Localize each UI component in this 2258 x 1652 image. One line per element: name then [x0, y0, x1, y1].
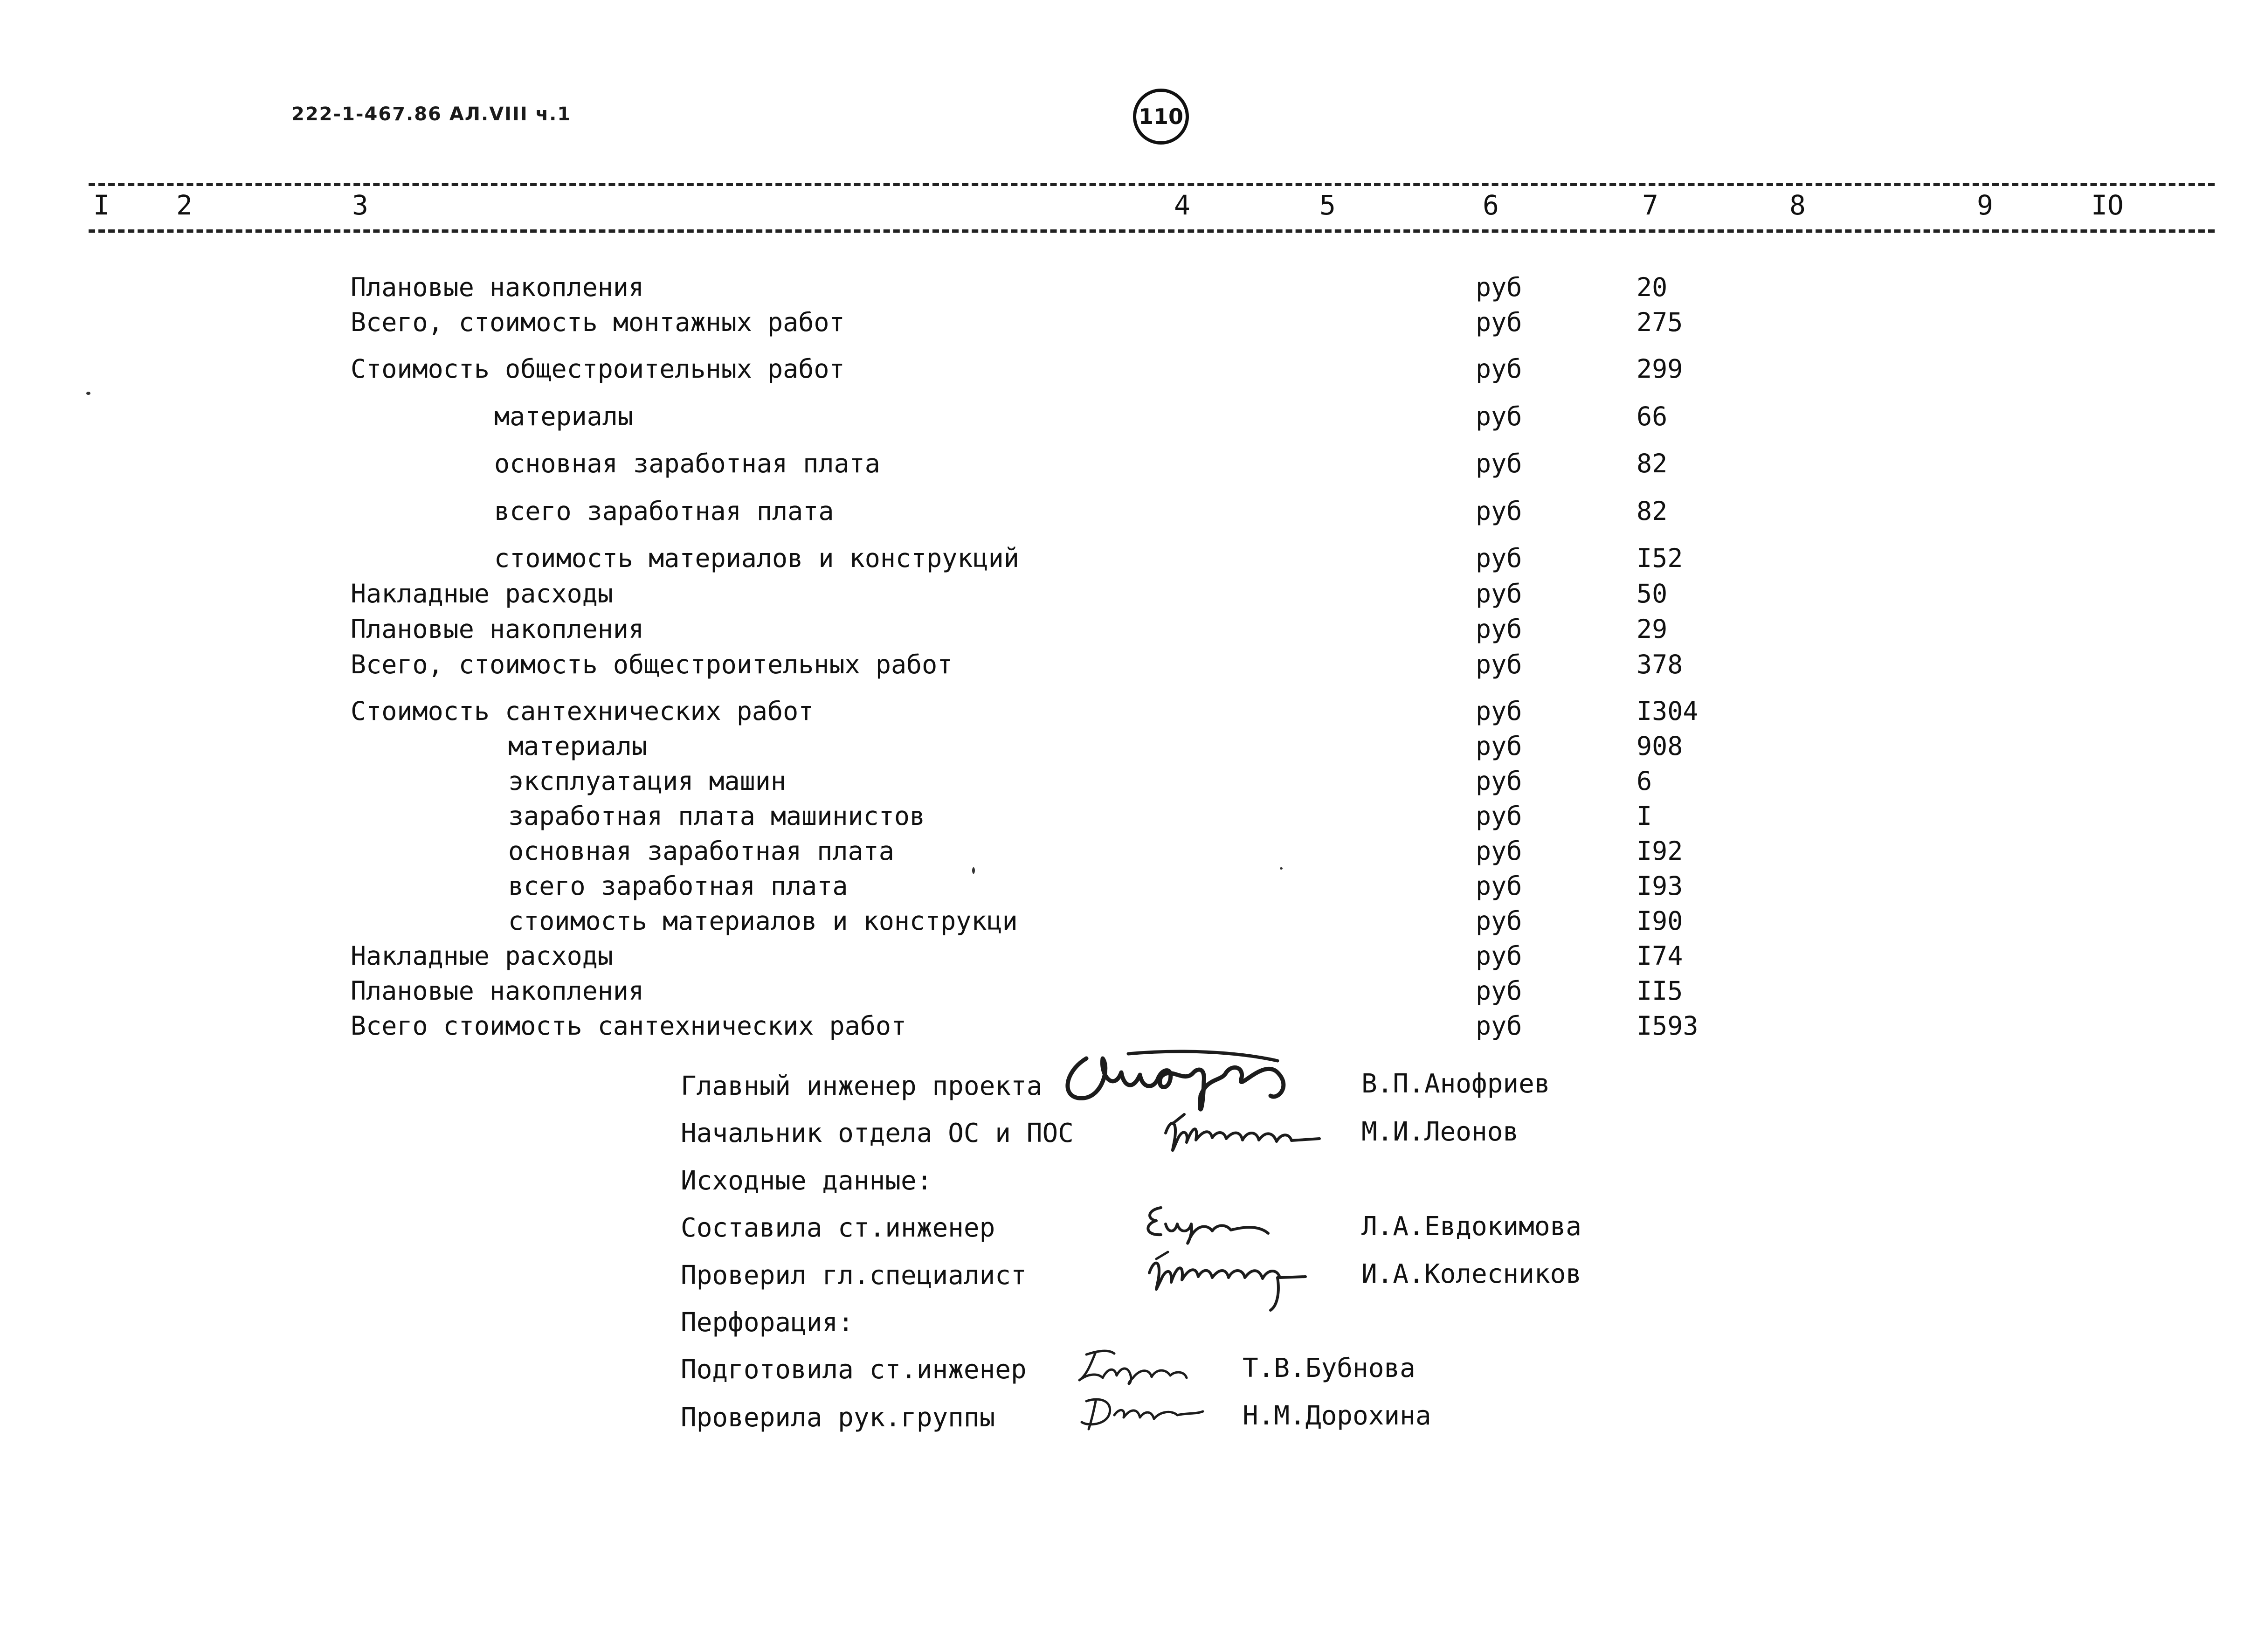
column-header-10: IO: [2091, 189, 2124, 221]
row-value: 50: [1637, 579, 1668, 608]
prepared-by-signature: [1068, 1341, 1222, 1392]
row-unit: руб: [1476, 579, 1522, 608]
row-label: материалы: [494, 401, 634, 431]
document-code: 222-1-467.86 АЛ.VIII ч.1: [291, 104, 572, 125]
prepared-by-name: Т.В.Бубнова: [1243, 1353, 1416, 1383]
row-value: 275: [1637, 307, 1683, 337]
row-value: 82: [1637, 449, 1668, 478]
row-value: 66: [1637, 401, 1668, 431]
row-label: Стоимость сантехнических работ: [351, 696, 814, 726]
row-unit: руб: [1476, 731, 1522, 761]
row-label: эксплуатация машин: [508, 766, 787, 796]
row-value: I: [1637, 801, 1652, 831]
row-value: 20: [1637, 272, 1668, 302]
row-value: I74: [1637, 941, 1683, 971]
department-head-title: Начальник отдела ОС и ПОС: [681, 1118, 1074, 1148]
row-value: I593: [1637, 1011, 1699, 1041]
row-value: I90: [1637, 906, 1683, 936]
row-label: Плановые накопления: [351, 976, 644, 1006]
column-header-5: 5: [1319, 189, 1336, 221]
row-unit: руб: [1476, 766, 1522, 796]
checked-by-group-head-title: Проверила рук.группы: [681, 1403, 995, 1433]
row-label: заработная плата машинистов: [508, 801, 925, 831]
column-header-2: 2: [176, 189, 193, 221]
row-unit: руб: [1476, 976, 1522, 1006]
prepared-by-title: Подготовила ст.инженер: [681, 1355, 1027, 1385]
row-label: Накладные расходы: [351, 941, 613, 971]
row-unit: руб: [1476, 941, 1522, 971]
row-value: 82: [1637, 496, 1668, 526]
header-rule-bottom: [89, 229, 2215, 233]
row-unit: руб: [1476, 650, 1522, 679]
row-label: Всего стоимость сантехнических работ: [351, 1011, 907, 1041]
row-unit: руб: [1476, 272, 1522, 302]
checked-by-specialist-title: Проверил гл.специалист: [681, 1260, 1027, 1291]
row-value: 29: [1637, 614, 1668, 644]
row-unit: руб: [1476, 871, 1522, 901]
row-unit: руб: [1476, 906, 1522, 936]
row-label: стоимость материалов и конструкций: [494, 543, 1019, 573]
row-label: Стоимость общестроительных работ: [351, 354, 845, 384]
row-unit: руб: [1476, 543, 1522, 573]
row-label: Всего, стоимость монтажных работ: [351, 307, 845, 337]
chief-engineer-name: В.П.Анофриев: [1361, 1069, 1550, 1099]
row-unit: руб: [1476, 496, 1522, 526]
row-label: всего заработная плата: [508, 871, 848, 901]
row-unit: руб: [1476, 614, 1522, 644]
chief-engineer-title: Главный инженер проекта: [681, 1071, 1043, 1101]
scan-speck: [1280, 867, 1283, 870]
row-label: материалы: [508, 731, 648, 761]
column-header-7: 7: [1642, 189, 1658, 221]
column-header-4: 4: [1174, 189, 1190, 221]
row-label: основная заработная плата: [508, 836, 894, 866]
column-header-9: 9: [1977, 189, 1993, 221]
row-unit: руб: [1476, 449, 1522, 478]
checked-by-group-head-signature: [1068, 1387, 1222, 1438]
row-value: 378: [1637, 650, 1683, 679]
row-unit: руб: [1476, 1011, 1522, 1041]
row-unit: руб: [1476, 354, 1522, 384]
sheet-number: 110: [1138, 104, 1184, 129]
row-unit: руб: [1476, 801, 1522, 831]
row-unit: руб: [1476, 836, 1522, 866]
row-label: Плановые накопления: [351, 614, 644, 644]
column-header-3: 3: [352, 189, 368, 221]
column-header-8: 8: [1789, 189, 1806, 221]
department-head-name: М.И.Леонов: [1361, 1117, 1519, 1147]
compiled-by-name: Л.А.Евдокимова: [1361, 1211, 1582, 1242]
row-value: I304: [1637, 696, 1699, 726]
row-value: I52: [1637, 543, 1683, 573]
compiled-by-title: Составила ст.инженер: [681, 1213, 995, 1243]
row-value: 299: [1637, 354, 1683, 384]
row-value: 908: [1637, 731, 1683, 761]
checked-by-specialist-name: И.А.Колесников: [1361, 1259, 1582, 1289]
scan-speck: [972, 867, 975, 874]
row-label: всего заработная плата: [494, 496, 834, 526]
row-unit: руб: [1476, 401, 1522, 431]
header-rule-top: [89, 183, 2215, 186]
column-header-1: I: [93, 189, 110, 221]
row-value: 6: [1637, 766, 1652, 796]
row-value: II5: [1637, 976, 1683, 1006]
column-header-6: 6: [1483, 189, 1499, 221]
initial-data-heading: Исходные данные:: [681, 1166, 932, 1196]
row-value: I93: [1637, 871, 1683, 901]
row-unit: руб: [1476, 696, 1522, 726]
row-label: основная заработная плата: [494, 449, 880, 478]
department-head-signature: [1156, 1105, 1333, 1166]
row-label: стоимость материалов и конструкци: [508, 906, 1018, 936]
row-label: Накладные расходы: [351, 579, 613, 608]
row-label: Плановые накопления: [351, 272, 644, 302]
sheet-number-stamp: [1133, 89, 1189, 145]
perforation-heading: Перфорация:: [681, 1307, 854, 1338]
row-unit: руб: [1476, 307, 1522, 337]
checked-by-group-head-name: Н.М.Дорохина: [1243, 1401, 1431, 1431]
scan-speck: [86, 392, 90, 395]
checked-by-specialist-signature: [1138, 1240, 1338, 1320]
row-value: I92: [1637, 836, 1683, 866]
row-label: Всего, стоимость общестроительных работ: [351, 650, 953, 679]
